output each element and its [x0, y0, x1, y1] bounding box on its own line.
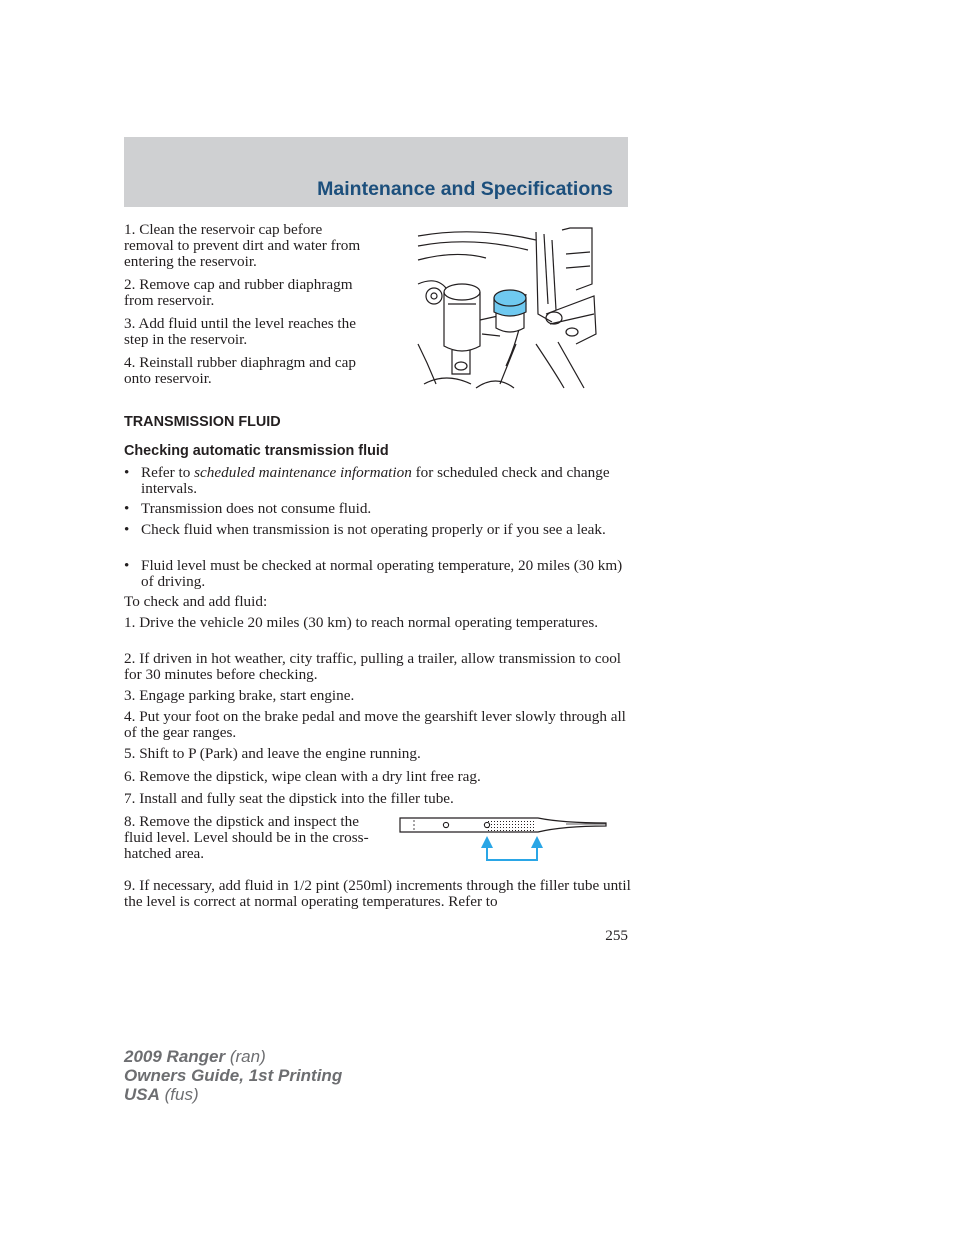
step-9: 9. If necessary, add fluid in 1/2 pint (250ml) increments through the filler tube until the level is correct at normal operating temperatures. Refer to — [124, 877, 631, 910]
cross-hatched-area — [488, 819, 536, 831]
section-header-band — [124, 137, 628, 207]
section-header-title: Maintenance and Specifications — [317, 178, 613, 200]
brake-step-3: 3. Add fluid until the level reaches the step in the reservoir. — [124, 315, 356, 348]
brake-step-1: 1. Clean the reservoir cap before removal to prevent dirt and water from entering the reservoir. — [124, 221, 361, 270]
level-range-arrows — [481, 836, 543, 860]
step-4: 4. Put your foot on the brake pedal and move the gearshift lever slowly through all of the gear ranges. — [124, 708, 626, 741]
intro-text: To check and add fluid: — [124, 593, 268, 610]
step-6: 6. Remove the dipstick, wipe clean with a dry lint free rag. — [124, 768, 481, 785]
step-8: 8. Remove the dipstick and inspect the fluid level. Level should be in the cross-hatched area. — [124, 813, 369, 862]
arrow-min-icon — [481, 836, 493, 848]
section-subtitle: Checking automatic transmission fluid — [124, 443, 389, 459]
step-1: 1. Drive the vehicle 20 miles (30 km) to reach normal operating temperatures. — [124, 614, 599, 631]
cross-reference-text: scheduled maintenance information — [194, 464, 412, 481]
footer-info: 2009 Ranger (ran) Owners Guide, 1st Printing USA (fus) — [124, 1047, 343, 1104]
brake-step-4: 4. Reinstall rubber diaphragm and cap onto reservoir. — [124, 354, 356, 387]
brake-reservoir-illustration — [416, 224, 600, 390]
step-7: 7. Install and fully seat the dipstick into the filler tube. — [124, 790, 454, 807]
dipstick-illustration — [398, 812, 608, 864]
page-number: 255 — [605, 927, 628, 944]
step-3: 3. Engage parking brake, start engine. — [124, 687, 355, 704]
section-title: TRANSMISSION FLUID — [124, 414, 281, 430]
step-2: 2. If driven in hot weather, city traffic, pulling a trailer, allow transmission to cool for 30 minutes before checking. — [124, 650, 622, 683]
step-5: 5. Shift to P (Park) and leave the engine running. — [124, 745, 421, 762]
arrow-max-icon — [531, 836, 543, 848]
brake-step-2: 2. Remove cap and rubber diaphragm from reservoir. — [124, 276, 353, 309]
